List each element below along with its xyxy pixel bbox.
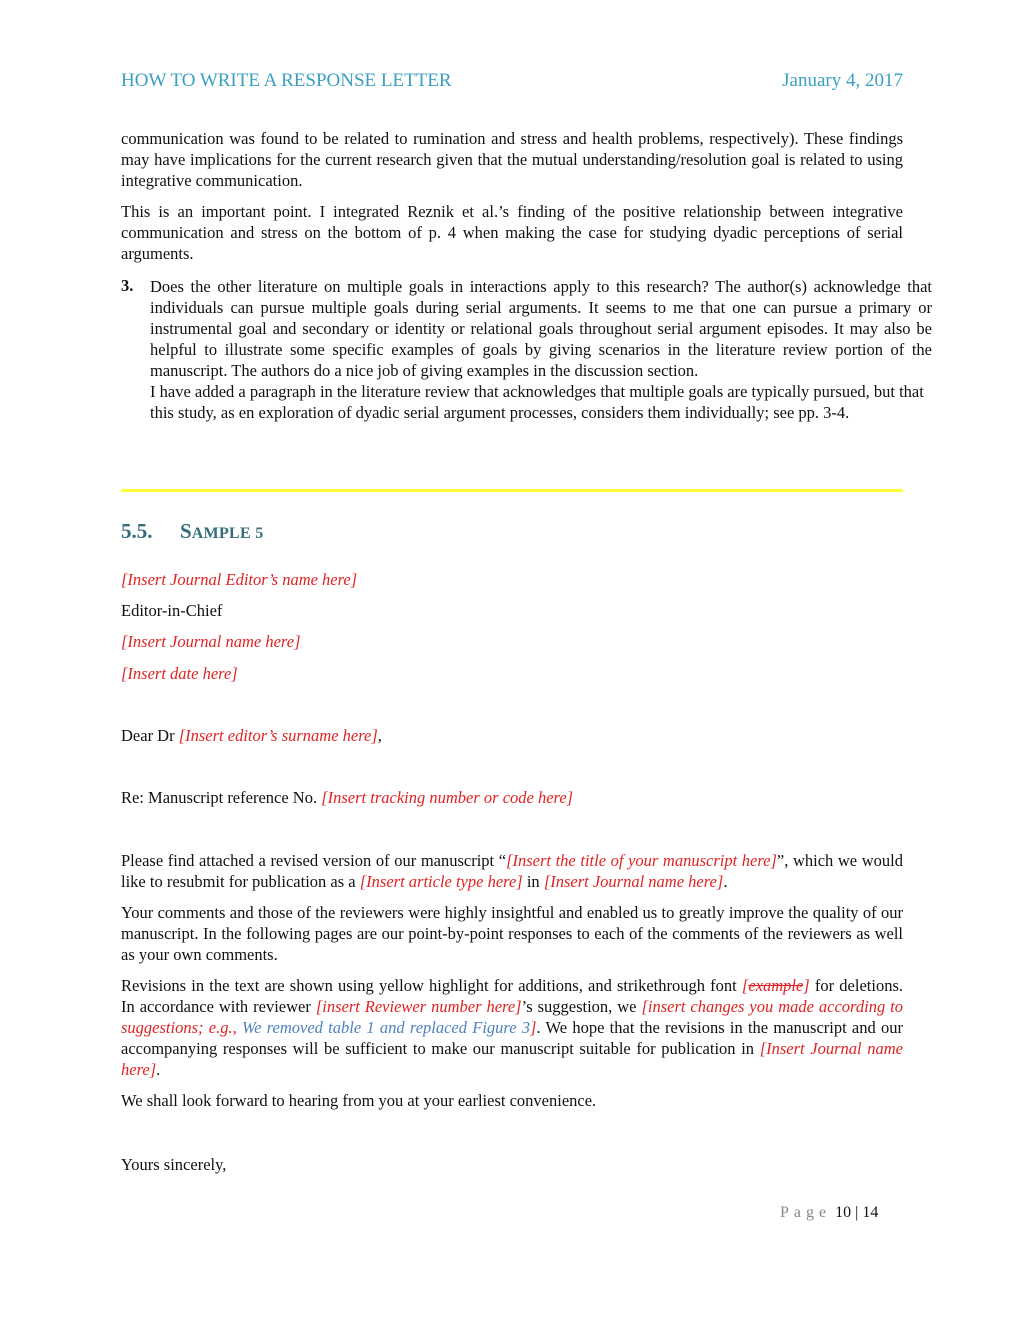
reference-prefix: Re: Manuscript reference No.: [121, 788, 322, 807]
journal-placeholder: [Insert Journal name here]: [543, 872, 724, 891]
reviewer-placeholder: [insert Reviewer number here]: [315, 997, 522, 1016]
header-title: HOW TO WRITE A RESPONSE LETTER: [121, 70, 452, 91]
article-type-placeholder: [Insert article type here]: [359, 872, 523, 891]
date-placeholder: [Insert date here]: [121, 664, 238, 683]
section-number: 5.5.: [121, 519, 153, 543]
closing: Yours sincerely,: [121, 1155, 227, 1174]
example-strike: [example]: [741, 976, 810, 995]
letter-paragraph-1: Please find attached a revised version of our manuscript “[Insert the title of your manuscript here]”, which we would like to resubmit for publication as a [Insert article type here] in [Insert Journal name here].: [121, 851, 903, 891]
comment-item-3: [121, 276, 932, 423]
item-comment: Does the other literature on multiple goals in interactions apply to this research? The author(s) acknowledge that individuals can pursue multiple goals during serial arguments. It seems to me that one can pursue a primary or instrumental goal and secondary or identity or relational goals throughout serial argument episodes. It may also be helpful to illustrate some specific examples of goals by giving scenarios in the literature review portion of the manuscript. The authors do a nice job of giving examples in the discussion section.: [150, 277, 932, 380]
section-title-rest: AMPLE 5: [191, 525, 264, 542]
page-footer: [780, 1204, 878, 1222]
letter-paragraph-2: Your comments and those of the reviewers were highly insightful and enabled us to greatly improve the quality of our manuscript. In the following pages are our point-by-point responses to each of the comments of the reviewers as well as your own comments.: [121, 903, 903, 964]
section-title-first: S: [180, 519, 192, 543]
letter-paragraph-3: Revisions in the text are shown using yellow highlight for additions, and strikethrough font [example] for deletions. In accordance with reviewer [insert Reviewer number here]’s suggestion, we [insert changes you made according to suggestions; e.g., We removed table 1 and replaced Figure 3]. We hope that the revisions in the manuscript and our accompanying responses will be sufficient to make our manuscript suitable for publication in [Insert Journal name here].: [121, 976, 904, 1079]
intro-paragraph-1: communication was found to be related to rumination and stress and health problems, respectively). These findings may have implications for the current research given that the mutual understanding/resolution goal is related to using integrative communication.: [121, 129, 903, 190]
page-label: Page: [780, 1204, 832, 1221]
intro-block: [121, 128, 903, 264]
item-response: I have added a paragraph in the literature review that acknowledges that multiple goals are typically pursued, but that this study, as en exploration of dyadic serial argument processes, considers them individually; see pp. 3-4.: [150, 382, 924, 422]
tracking-placeholder: [Insert tracking number or code here]: [321, 788, 574, 807]
journal-placeholder-2: [Insert Journal name here]: [121, 1039, 904, 1079]
salutation-suffix: ,: [377, 726, 382, 745]
salutation: [121, 726, 382, 746]
section-heading: [121, 519, 264, 544]
letter-paragraph-4: We shall look forward to hearing from you at your earliest convenience.: [121, 1091, 597, 1110]
changes-placeholder: [insert changes you made according to suggestions; e.g.,: [121, 997, 903, 1037]
editor-role: Editor-in-Chief: [121, 601, 223, 620]
editor-name-placeholder: [Insert Journal Editor’s name here]: [121, 570, 358, 589]
item-number: 3.: [121, 276, 134, 295]
reference-line: [121, 788, 573, 808]
letter-body: [121, 850, 903, 1111]
title-placeholder: [Insert the title of your manuscript here]: [506, 851, 777, 870]
page-number: 10 | 14: [835, 1204, 879, 1221]
changes-example: We removed table 1 and replaced Figure 3: [241, 1018, 531, 1037]
journal-name-placeholder: [Insert Journal name here]: [121, 632, 301, 651]
header-date: January 4, 2017: [782, 70, 903, 91]
section-divider: [121, 489, 903, 492]
surname-placeholder: [Insert editor’s surname here]: [178, 726, 378, 745]
salutation-prefix: Dear Dr: [121, 726, 179, 745]
intro-paragraph-2: This is an important point. I integrated Reznik et al.’s finding of the positive relationship between integrative communication and stress on the bottom of p. 4 when making the case for studying dyadic perceptions of serial arguments.: [121, 202, 903, 263]
